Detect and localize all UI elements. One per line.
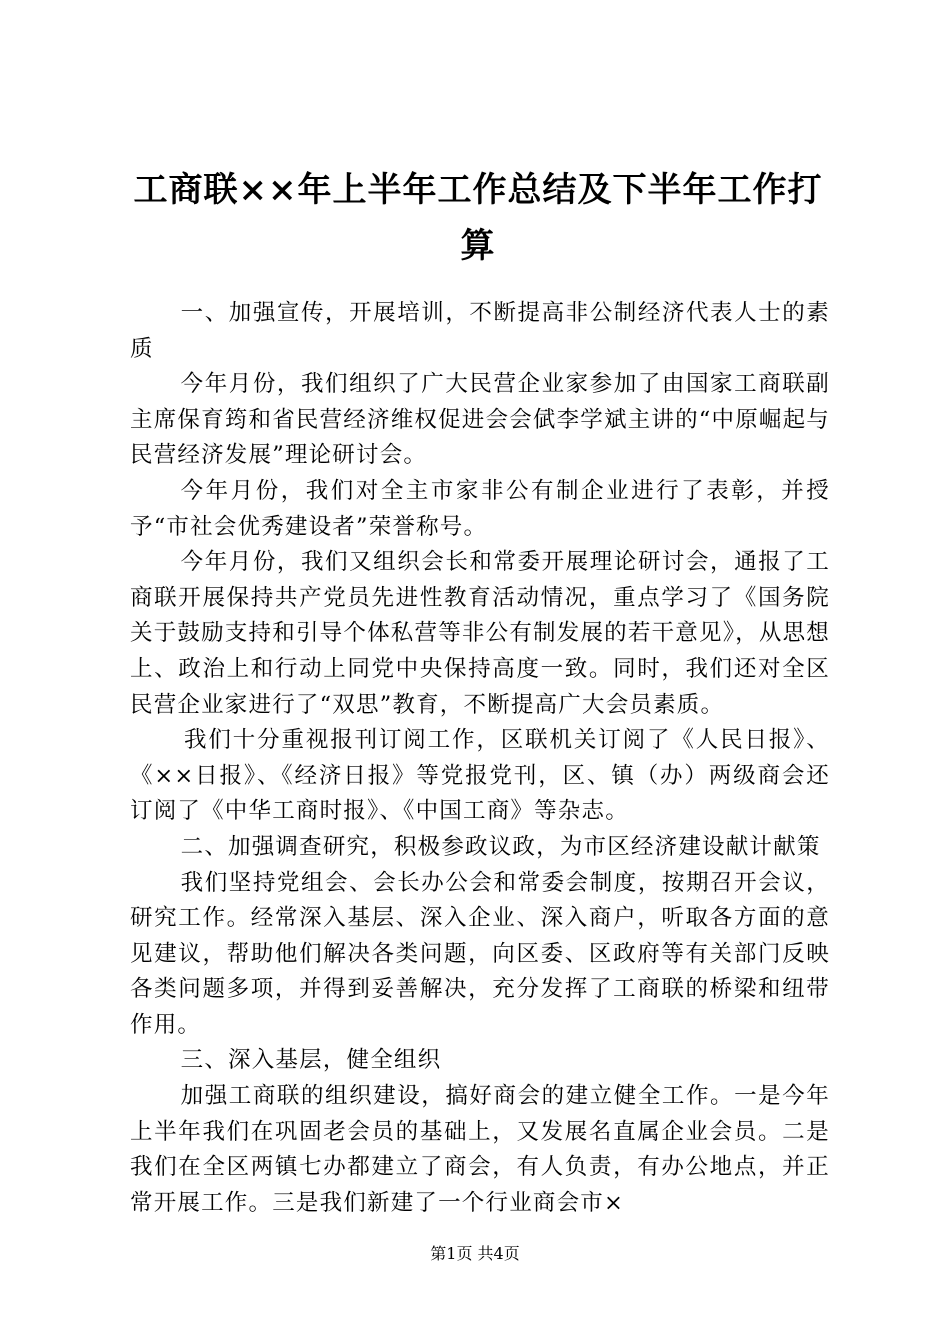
document-title: 工商联××年上半年工作总结及下半年工作打算 (133, 170, 823, 266)
body-paragraph: 我们坚持党组会、会长办公会和常委会制度，按期召开会议，研究工作。经常深入基层、深入企业、深入商户，听取各方面的意见建议，帮助他们解决各类问题，向区委、区政府等有关部门反映各类问题多项，并得到妥善解决，充分发挥了工商联的桥梁和纽带作用。 (130, 869, 830, 1038)
body-paragraph: 今年月份，我们对全主市家非公有制企业进行了表彰，并授予“市社会优秀建设者”荣誉称号。 (130, 477, 830, 540)
section-heading: 三、深入基层，健全组织 (180, 1047, 442, 1074)
body-paragraph: 我们十分重视报刊订阅工作，区联机关订阅了《人民日报》、《××日报》、《经济日报》等党报党刊，区、镇（办）两级商会还订阅了《中华工商时报》、《中国工商》等杂志。 (130, 727, 830, 825)
section-heading: 一、加强宣传，开展培训，不断提高非公制经济代表人士的素质 (130, 300, 830, 362)
document-body (130, 296, 830, 1221)
page-footer: 第1页 共4页 (430, 1244, 520, 1263)
section-heading: 二、加强调查研究，积极参政议政，为市区经济建设献计献策 (180, 833, 821, 860)
body-paragraph: 今年月份，我们又组织会长和常委开展理论研讨会，通报了工商联开展保持共产党员先进性教育活动情况，重点学习了《国务院关于鼓励支持和引导个体私营等非公有制发展的若干意见》，从思想上、政治上和行动上同党中央保持高度一致。同时，我们还对全区民营企业家进行了“双思”教育，不断提高广大会员素质。 (130, 549, 830, 718)
body-paragraph: 加强工商联的组织建设，搞好商会的建立健全工作。一是今年上半年我们在巩固老会员的基础上，又发展名直属企业会员。二是我们在全区两镇七办都建立了商会，有人负责，有办公地点，并正常开展工作。三是我们新建了一个行业商会市× (130, 1083, 830, 1216)
body-paragraph: 今年月份，我们组织了广大民营企业家参加了由国家工商联副主席保育筠和省民营经济维权促进会会倵李学斌主讲的“中原崛起与民营经济发展”理论研讨会。 (130, 371, 831, 469)
